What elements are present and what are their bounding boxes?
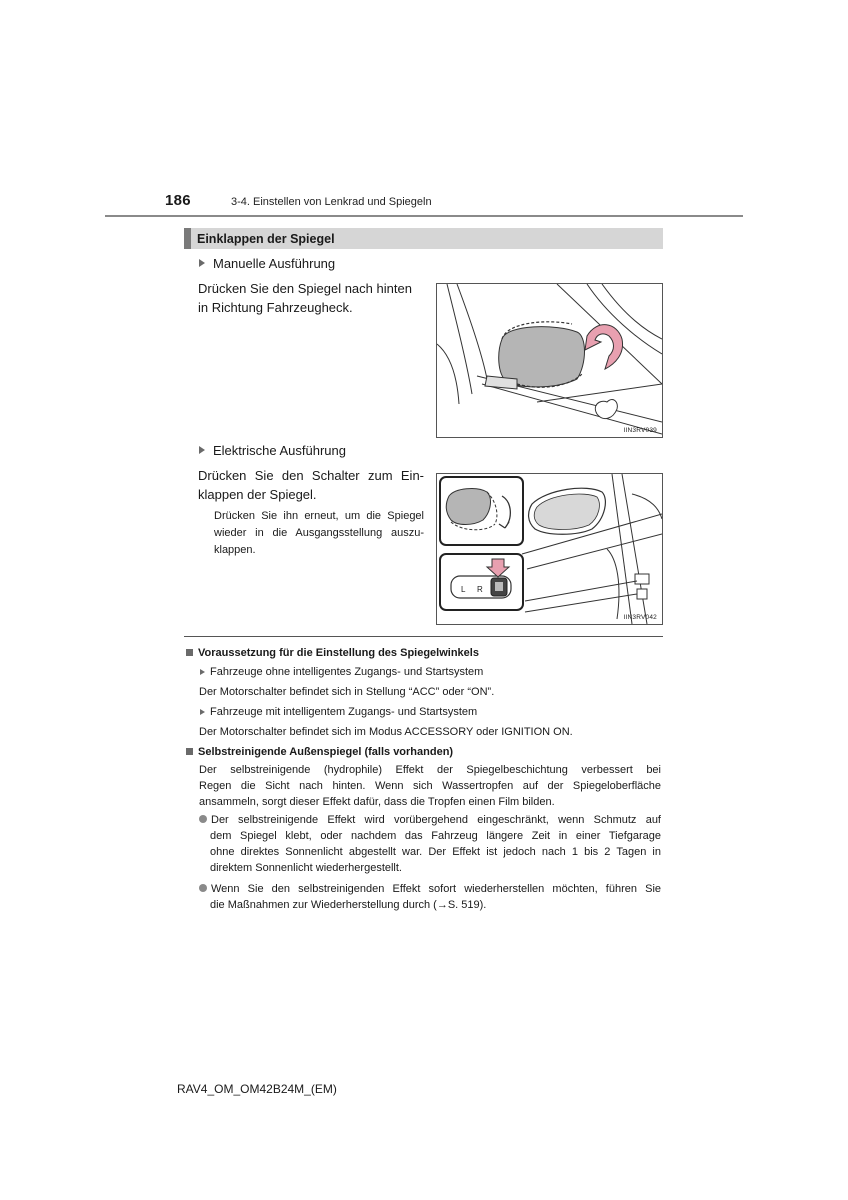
manual-instruction — [198, 279, 412, 317]
electric-note — [214, 508, 424, 559]
document-code: RAV4_OM_OM42B24M_(EM) — [177, 1082, 337, 1096]
bullet1-line1: Der selbstreinigende Effekt wird vorübergehend eingeschränkt, wenn Schmutz auf — [211, 814, 661, 826]
selfcleaning-heading-text: Selbstreinigende Außenspiegel (falls vorhanden) — [198, 746, 454, 758]
electric-variant-label — [199, 443, 346, 458]
prerequisite-item2-label-text: Fahrzeuge mit intelligentem Zugangs- und Startsystem — [210, 706, 478, 718]
triangle-bullet-icon — [199, 259, 205, 267]
page-number: 186 — [165, 192, 191, 209]
selfcleaning-paragraph — [199, 762, 661, 810]
square-bullet-icon — [186, 748, 193, 755]
electric-label-text: Elektrische Ausführung — [213, 443, 346, 458]
manual-label-text: Manuelle Ausführung — [213, 256, 336, 271]
prerequisite-item1-text: Der Motorschalter befindet sich in Stellung “ACC” oder “ON”. — [199, 686, 495, 698]
electric-note-line1: Drücken Sie ihn erneut, um die Spiegel — [214, 510, 424, 522]
manual-variant-label — [199, 256, 335, 271]
prerequisite-heading-text: Voraussetzung für die Einstellung des Spiegelwinkels — [198, 647, 479, 659]
selfcleaning-bullet1 — [199, 812, 661, 876]
bullet1-line4: direktem Sonnenlicht wiederhergestellt. — [210, 862, 402, 874]
bullet1-line2: dem Spiegel klebt, oder nachdem das Fahrzeug längere Zeit in einer Tiefgarage — [210, 830, 661, 842]
electric-mirror-figure — [436, 473, 663, 625]
prerequisite-item1-label-text: Fahrzeuge ohne intelligentes Zugangs- und Startsystem — [210, 666, 484, 678]
header-rule — [105, 215, 743, 217]
electric-note-line2: wieder in die Ausgangsstellung auszu- — [214, 527, 424, 539]
electric-mirror-illustration — [437, 474, 662, 624]
round-bullet-icon — [199, 815, 207, 823]
prerequisite-item1-label — [200, 664, 483, 680]
square-bullet-icon — [186, 649, 193, 656]
selfcleaning-para-line3: ansammeln, sorgt dieser Effekt dafür, dass die Tropfen einen Film bilden. — [199, 796, 555, 808]
triangle-bullet-icon — [200, 709, 205, 715]
manual-text-line2: in Richtung Fahrzeugheck. — [198, 300, 353, 315]
manual-mirror-figure — [436, 283, 663, 438]
round-bullet-icon — [199, 884, 207, 892]
notes-rule — [184, 636, 663, 637]
electric-text-line2: klappen der Spiegel. — [198, 487, 317, 502]
electric-note-line3: klappen. — [214, 544, 256, 556]
switch-left-label: L — [461, 585, 466, 594]
switch-right-label: R — [477, 585, 483, 594]
triangle-bullet-icon — [199, 446, 205, 454]
prerequisite-heading — [186, 645, 479, 661]
manual-figure-code: IIN3RV039 — [623, 427, 657, 434]
electric-instruction — [198, 466, 424, 504]
bullet2-line1: Wenn Sie den selbstreinigenden Effekt sofort wiederherstellen möchten, führen Sie — [211, 883, 661, 895]
bullet1-line3: ohne direktes Sonnenlicht abgestellt war. Der Effekt ist jedoch nach 1 bis 2 Tagen in — [210, 846, 661, 858]
section-title: Einklappen der Spiegel — [197, 232, 335, 246]
selfcleaning-para-line2: Regen die Sicht nach hinten. Wenn sich Wassertropfen auf der Spiegeloberfläche — [199, 780, 661, 792]
selfcleaning-para-line1: Der selbstreinigende (hydrophile) Effekt der Spiegelbeschichtung verbessert bei — [199, 764, 661, 776]
selfcleaning-bullet2 — [199, 881, 661, 913]
bullet2-line2: die Maßnahmen zur Wiederherstellung durch (→S. 519). — [210, 899, 487, 911]
prerequisite-item2-text: Der Motorschalter befindet sich im Modus ACCESSORY oder IGNITION ON. — [199, 726, 573, 738]
prerequisite-item2-label — [200, 704, 477, 720]
triangle-bullet-icon — [200, 669, 205, 675]
manual-text-line1: Drücken Sie den Spiegel nach hinten — [198, 281, 412, 296]
electric-figure-code: IIN3RV042 — [623, 614, 657, 621]
electric-text-line1: Drücken Sie den Schalter zum Ein- — [198, 468, 424, 483]
manual-mirror-illustration — [437, 284, 662, 437]
chapter-title: 3-4. Einstellen von Lenkrad und Spiegeln — [231, 196, 432, 208]
selfcleaning-heading — [186, 744, 453, 760]
